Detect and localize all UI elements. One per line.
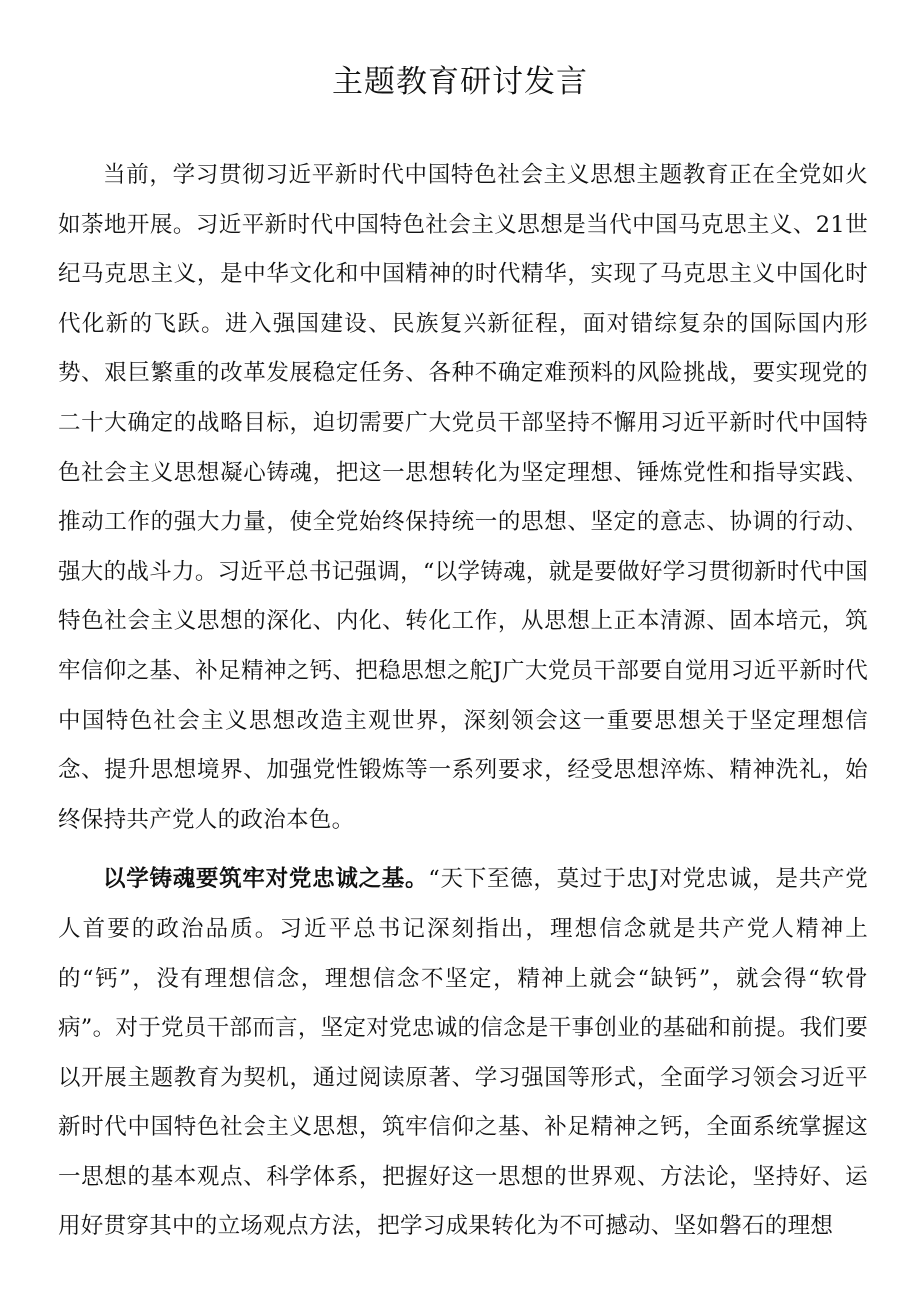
document-body bbox=[58, 151, 868, 1252]
paragraph-lead-heading: 以学铸魂要筑牢对党忠诚之基。 bbox=[103, 866, 429, 893]
paragraph-loyalty-body: “天下至德，莫过于忠J对党忠诚，是共产党人首要的政治品质。习近平总书记深刻指出，理想信念就是共产党人精神上的“钙”，没有理想信念，理想信念不坚定，精神上就会“缺钙”，就会得“软骨病”。对于党员干部而言，坚定对党忠诚的信念是干事创业的基础和前提。我们要以开展主题教育为契机，通过阅读原著、学习强国等形式，全面学习领会习近平新时代中国特色社会主义思想，筑牢信仰之基、补足精神之钙，全面系统掌握这一思想的基本观点、科学体系，把握好这一思想的世界观、方法论，坚持好、运用好贯穿其中的立场观点方法，把学习成果转化为不可撼动、坚如磐石的理想 bbox=[58, 866, 869, 1240]
paragraph-intro: 当前，学习贯彻习近平新时代中国特色社会主义思想主题教育正在全党如火如荼地开展。习近平新时代中国特色社会主义思想是当代中国马克思主义、21世纪马克思主义，是中华文化和中国精神的时代精华，实现了马克思主义中国化时代化新的飞跃。进入强国建设、民族复兴新征程，面对错综复杂的国际国内形势、艰巨繁重的改革发展稳定任务、各种不确定难预料的风险挑战，要实现党的二十大确定的战略目标，迫切需要广大党员干部坚持不懈用习近平新时代中国特色社会主义思想凝心铸魂，把这一思想转化为坚定理想、锤炼党性和指导实践、推动工作的强大力量，使全党始终保持统一的思想、坚定的意志、协调的行动、强大的战斗力。习近平总书记强调，“以学铸魂，就是要做好学习贯彻新时代中国特色社会主义思想的深化、内化、转化工作，从思想上正本清源、固本培元，筑牢信仰之基、补足精神之钙、把稳思想之舵J广大党员干部要自觉用习近平新时代中国特色社会主义思想改造主观世界，深刻领会这一重要思想关于坚定理想信念、提升思想境界、加强党性锻炼等一系列要求，经受思想淬炼、精神洗礼，始终保持共产党人的政治本色。 bbox=[58, 162, 868, 833]
paragraph-loyalty bbox=[58, 855, 868, 1252]
document-title: 主题教育研讨发言 bbox=[332, 64, 588, 100]
